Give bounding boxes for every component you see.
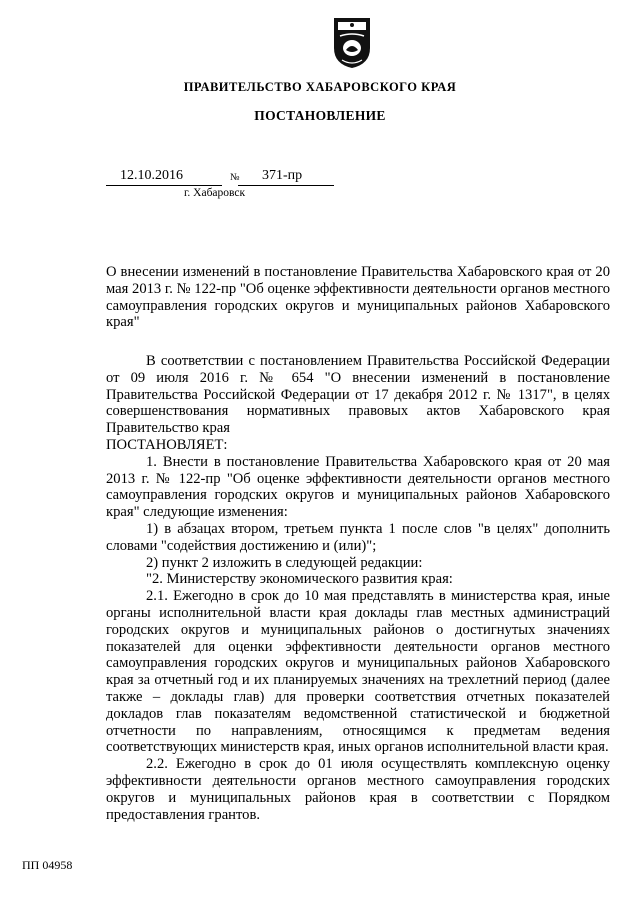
document-type: ПОСТАНОВЛЕНИЕ [254, 108, 386, 123]
document-date: 12.10.2016 [120, 168, 183, 183]
number-sign: № [230, 172, 240, 183]
city-name: г. Хабаровск [184, 187, 246, 199]
document-body [106, 353, 610, 823]
coat-of-arms-emblem [330, 14, 374, 70]
footer-code: ПП 04958 [22, 858, 73, 872]
preamble-paragraph: В соответствии с постановлением Правительства Российской Федерации от 09 июля 2016 г. № 654 "О внесении изменений в постановление Правительства Российской Федерации от 17 декабря 2012 г. № 1317", в целях совершенствования нормативных правовых актов Хабаровского края Правительство края [106, 353, 610, 437]
item-1-2-paragraph: 2) пункт 2 изложить в следующей редакции: [146, 554, 423, 571]
item-1-paragraph: 1. Внести в постановление Правительства Хабаровского края от 20 мая 2013 г. № 122-пр "Об оценке эффективности деятельности органов местного самоуправления городских округов и муниципальных районов Хабаровского края" следующие изменения: [106, 453, 610, 521]
resolves-heading: ПОСТАНОВЛЯЕТ: [106, 436, 228, 453]
number-underline [238, 185, 334, 186]
document-number: 371-пр [262, 168, 303, 183]
item-2-paragraph: "2. Министерству экономического развития края: [146, 571, 453, 588]
item-2-1-paragraph: 2.1. Ежегодно в срок до 10 мая представлять в министерства края, иные органы исполнительной власти края доклады глав местных администраций городских округов и муниципальных районов о достигнутых значениях показателей для оценки эффективности деятельности органов местного самоуправления городских округов и муниципальных районов Хабаровского края за отчетный год и их планируемых значениях на трехлетний период (далее также – доклады глав) для проверки соответствия отчетных показателей докладов глав показателям ведомственной статистической и бюджетной отчетности по направлениям, относящимся к предметам ведения соответствующих министерств края, иных органов исполнительной власти края. [106, 588, 610, 756]
item-2-2-paragraph: 2.2. Ежегодно в срок до 01 июля осуществлять комплексную оценку эффективности деятельности органов местного самоуправления городских округов и муниципальных районов края в соответствии с Порядком предоставления грантов. [106, 756, 610, 823]
date-underline [106, 185, 222, 186]
document-subject: О внесении изменений в постановление Правительства Хабаровского края от 20 мая 2013 г. № 122-пр "Об оценке эффективности деятельности органов местного самоуправления городских округов и муниципальных районов Хабаровского края" [106, 264, 610, 331]
date-number-line [106, 168, 336, 188]
item-1-1-paragraph: 1) в абзацах втором, третьем пункта 1 после слов "в целях" дополнить словами "содействия достижению и (или)"; [106, 520, 610, 554]
government-title: ПРАВИТЕЛЬСТВО ХАБАРОВСКОГО КРАЯ [183, 80, 457, 94]
